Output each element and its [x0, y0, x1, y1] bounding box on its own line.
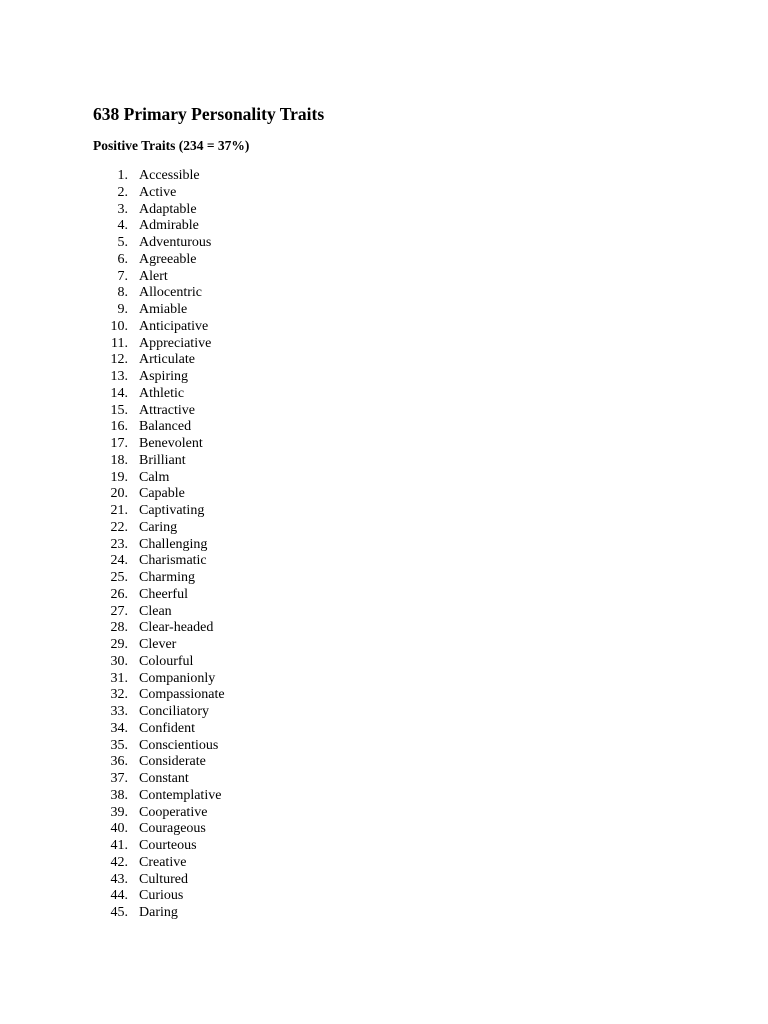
list-item — [0, 285, 768, 302]
list-item-label: Allocentric — [139, 285, 202, 301]
list-item-label: Brilliant — [139, 452, 186, 468]
list-item-label: Courteous — [139, 838, 197, 853]
list-item-number: 25. — [110, 570, 128, 585]
list-item — [0, 888, 768, 905]
list-item-label: Compassionate — [139, 687, 225, 703]
list-item — [0, 587, 768, 604]
list-item-label: Clear-headed — [139, 620, 214, 636]
list-item-number: 19. — [110, 469, 128, 485]
list-item-number: 21. — [110, 503, 128, 518]
list-item-label: Charming — [139, 570, 195, 585]
list-item — [0, 352, 768, 369]
list-item — [0, 470, 768, 487]
list-item — [0, 553, 768, 570]
list-item — [0, 570, 768, 587]
list-item — [0, 654, 768, 671]
list-item-number: 5. — [117, 235, 128, 250]
list-item-number: 38. — [110, 787, 128, 803]
list-item — [0, 721, 768, 738]
list-item — [0, 687, 768, 704]
list-item — [0, 671, 768, 688]
list-item-number: 30. — [110, 653, 128, 669]
list-item — [0, 436, 768, 453]
list-item-label: Clever — [139, 637, 177, 652]
list-item-number: 36. — [110, 754, 128, 770]
list-item — [0, 269, 768, 286]
list-item-number: 40. — [110, 821, 128, 837]
list-item — [0, 821, 768, 838]
list-item-number: 34. — [110, 720, 128, 736]
list-item-number: 22. — [110, 519, 128, 535]
list-item-label: Attractive — [139, 402, 195, 418]
list-item-label: Benevolent — [139, 436, 203, 451]
list-item-number: 28. — [110, 620, 128, 636]
list-item — [0, 604, 768, 621]
list-item-label: Curious — [139, 888, 184, 904]
list-item — [0, 403, 768, 420]
list-item-label: Capable — [139, 486, 185, 502]
list-item-label: Conscientious — [139, 737, 219, 753]
list-item-number: 35. — [110, 737, 128, 753]
list-item-number: 6. — [117, 251, 128, 267]
document-title: 638 Primary Personality Traits — [93, 104, 325, 124]
list-item-number: 39. — [110, 804, 128, 820]
list-item — [0, 336, 768, 353]
list-item-label: Confident — [139, 720, 195, 736]
list-item-number: 43. — [110, 871, 128, 887]
list-item-label: Accessible — [139, 168, 200, 183]
list-item-label: Adaptable — [139, 201, 197, 217]
list-item — [0, 838, 768, 855]
list-item-number: 10. — [110, 318, 128, 334]
trait-list — [0, 168, 768, 922]
list-item — [0, 805, 768, 822]
list-item-label: Aspiring — [139, 369, 188, 384]
list-item-number: 41. — [110, 838, 128, 853]
list-item-label: Charismatic — [139, 553, 207, 569]
list-item-label: Balanced — [139, 419, 192, 435]
list-item — [0, 905, 768, 922]
list-item-label: Caring — [139, 519, 178, 535]
list-item-number: 7. — [117, 268, 128, 284]
list-item-label: Articulate — [139, 352, 195, 368]
list-item-number: 24. — [110, 553, 128, 569]
list-item-label: Adventurous — [139, 235, 212, 250]
list-item-label: Creative — [139, 854, 187, 870]
section-title: Positive Traits (234 = 37%) — [93, 138, 250, 153]
list-item-number: 4. — [117, 218, 128, 234]
list-item — [0, 302, 768, 319]
list-item-label: Alert — [139, 268, 168, 284]
list-item-label: Cultured — [139, 871, 188, 887]
list-item-number: 9. — [117, 302, 128, 317]
list-item-number: 16. — [110, 419, 128, 435]
list-item — [0, 620, 768, 637]
list-item — [0, 738, 768, 755]
list-item — [0, 788, 768, 805]
list-item-label: Considerate — [139, 754, 206, 770]
list-item-label: Daring — [139, 905, 178, 920]
list-item — [0, 754, 768, 771]
list-item — [0, 185, 768, 202]
list-item-number: 45. — [110, 905, 128, 920]
list-item-label: Companionly — [139, 670, 216, 686]
list-item-label: Clean — [139, 603, 172, 619]
list-item-number: 11. — [111, 335, 128, 351]
list-item-label: Challenging — [139, 536, 208, 552]
list-item-label: Cooperative — [139, 804, 208, 820]
list-item-label: Contemplative — [139, 787, 222, 803]
list-item-label: Agreeable — [139, 251, 197, 267]
list-item-label: Active — [139, 184, 177, 200]
list-item — [0, 202, 768, 219]
list-item-number: 20. — [110, 486, 128, 502]
list-item-number: 31. — [110, 670, 128, 686]
list-item-number: 44. — [110, 888, 128, 904]
list-item — [0, 369, 768, 386]
list-item — [0, 386, 768, 403]
list-item — [0, 419, 768, 436]
list-item-number: 27. — [110, 603, 128, 619]
list-item-label: Admirable — [139, 218, 199, 234]
list-item-number: 33. — [110, 704, 128, 719]
list-item-number: 8. — [117, 285, 128, 301]
list-item — [0, 503, 768, 520]
list-item-label: Colourful — [139, 653, 194, 669]
list-item-number: 3. — [117, 201, 128, 217]
list-item-label: Athletic — [139, 385, 185, 401]
list-item — [0, 771, 768, 788]
list-item — [0, 218, 768, 235]
list-item — [0, 168, 768, 185]
list-item-number: 15. — [110, 402, 128, 418]
list-item-number: 26. — [110, 586, 128, 602]
list-item-number: 37. — [110, 771, 128, 786]
list-item-number: 23. — [110, 536, 128, 552]
list-item-label: Appreciative — [139, 335, 212, 351]
list-item — [0, 704, 768, 721]
list-item-label: Courageous — [139, 821, 206, 837]
list-item — [0, 486, 768, 503]
list-item-label: Cheerful — [139, 586, 188, 602]
list-item-number: 32. — [110, 687, 128, 703]
list-item-number: 13. — [110, 369, 128, 384]
list-item — [0, 855, 768, 872]
list-item-number: 42. — [110, 854, 128, 870]
list-item — [0, 252, 768, 269]
list-item — [0, 637, 768, 654]
list-item-number: 17. — [110, 436, 128, 451]
list-item-number: 2. — [117, 184, 128, 200]
list-item-label: Calm — [139, 469, 170, 485]
list-item — [0, 453, 768, 470]
list-item-label: Constant — [139, 771, 189, 786]
list-item-label: Captivating — [139, 503, 205, 518]
list-item — [0, 520, 768, 537]
list-item-label: Conciliatory — [139, 704, 209, 719]
list-item-label: Anticipative — [139, 318, 209, 334]
list-item-number: 1. — [117, 168, 128, 183]
list-item — [0, 537, 768, 554]
list-item-number: 12. — [110, 352, 128, 368]
list-item — [0, 872, 768, 889]
list-item-number: 18. — [110, 452, 128, 468]
list-item-number: 14. — [110, 385, 128, 401]
list-item-number: 29. — [110, 637, 128, 652]
list-item-label: Amiable — [139, 302, 188, 317]
list-item — [0, 235, 768, 252]
list-item — [0, 319, 768, 336]
